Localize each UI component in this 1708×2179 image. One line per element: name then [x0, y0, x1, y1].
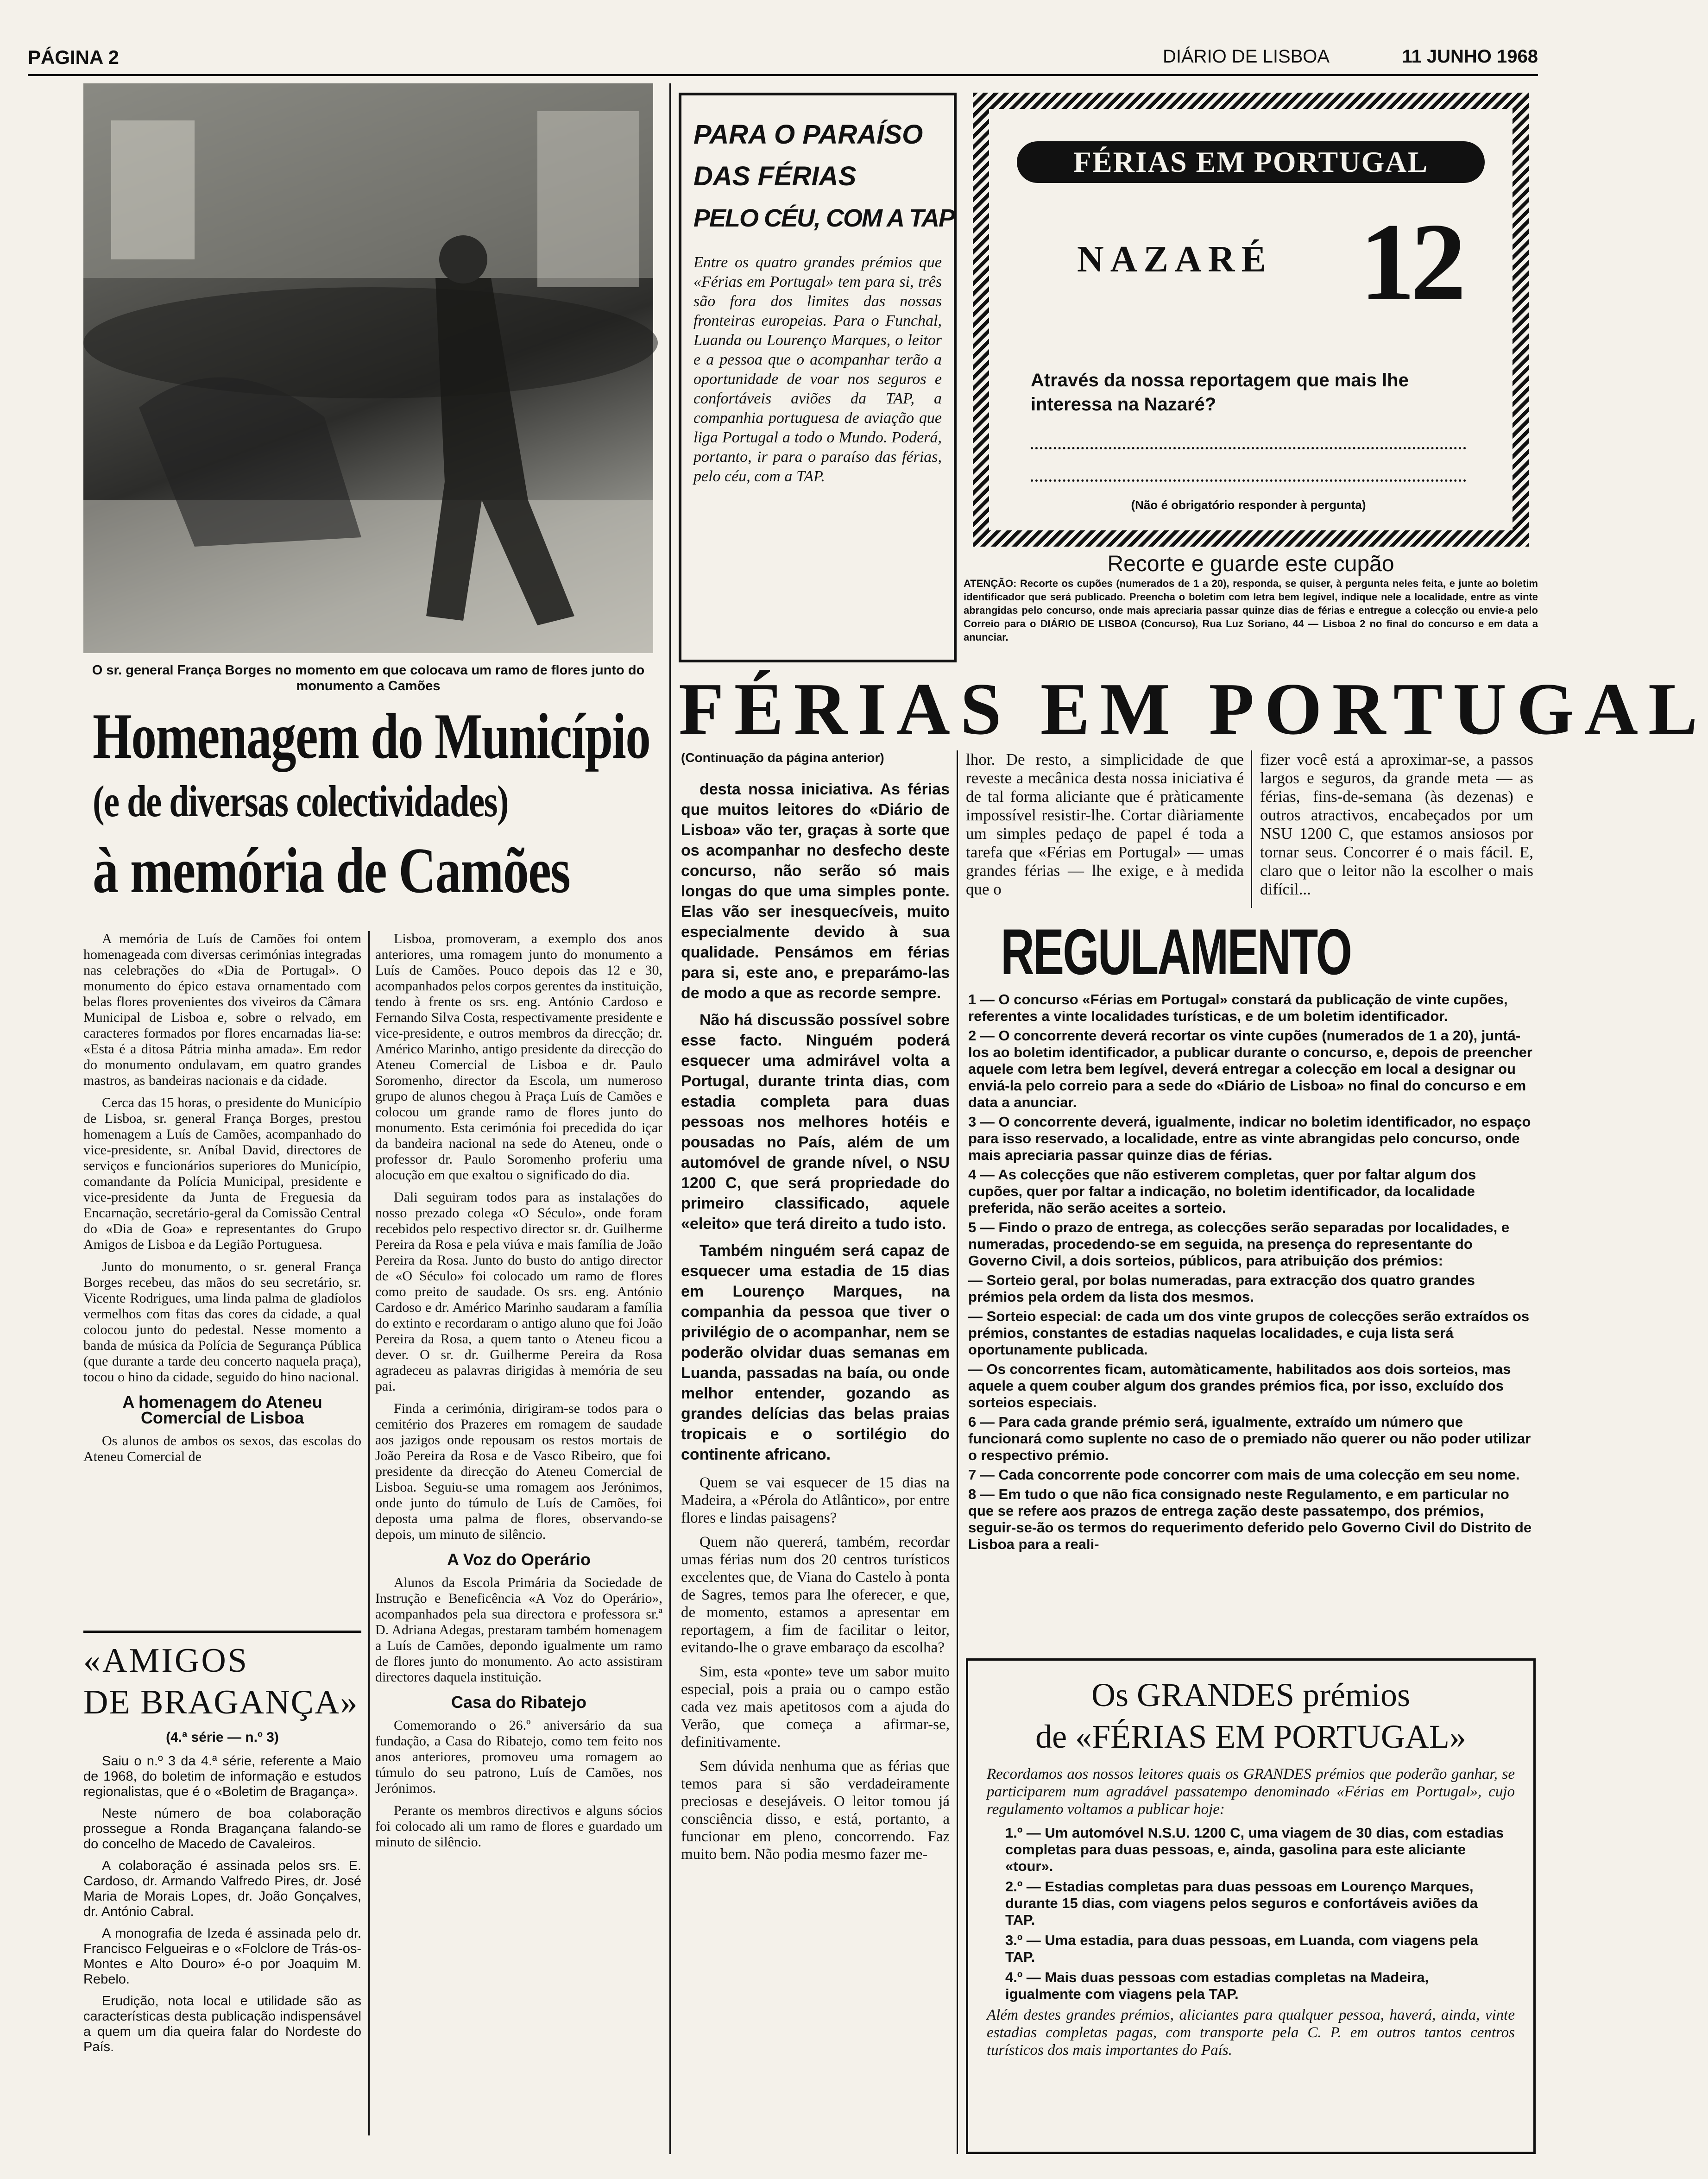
regulamento-list — [968, 991, 1533, 1556]
amigos-series: (4.ª série — n.º 3) — [166, 1730, 279, 1745]
homenagem-paragraph: Finda a cerimónia, dirigiram-se todos para o cemitério dos Prazeres em romagem de saudade aos jazigos onde repousam os restos mortais de João Pereira da Rosa e de Vasco Ribeiro, que foi presidente da direcção do Ateneu Comercial de Lisboa. Seguiu-se uma romagem aos Jerónimos, onde junto do túmulo de Luís de Camões, foi deposta uma palma de flores, observando-se depois, um minuto de silêncio. — [375, 1401, 662, 1542]
regulamento-item: 8 — Em tudo o que não fica consignado neste Regulamento, e em particular no que se refere aos prazos de entrega zação deste passatempo, dos prémios, seguir-se-ão os termos do requerimento deferido pelo Governo Civil do Distrito de Lisboa para a reali- — [968, 1486, 1532, 1552]
tap-text: Entre os quatro grandes prémios que «Férias em Portugal» tem para si, três são fora dos limites das nossas fronteiras europeias. Para o Funchal, Luanda ou Lourenço Marques, o leitor e a pessoa que o acompanhar terão a oportunidade de voar nos seguros e confortáveis aviões da TAP, a companhia portuguesa de aviação que liga Portugal a todo o Mundo. Poderá, portanto, ir para o paraíso das férias, pelo céu, com a TAP. — [693, 254, 942, 485]
ferias-headline: FÉRIAS EM PORTUGAL — [679, 668, 1708, 750]
coupon-keep: Recorte e guarde este cupão — [1107, 552, 1394, 576]
coupon-question: Através da nossa reportagem que mais lhe interessa na Nazaré? — [1031, 370, 1409, 415]
regulamento-item: 4 — As colecções que não estiverem completas, quer por faltar algum dos cupões, quer por faltar a indicação, no boletim identificador, da localidade preferida, não serão aceites a sorteio. — [968, 1166, 1476, 1216]
regulamento-item: 6 — Para cada grande prémio será, igualmente, extraído um número que funcionará como suplente no caso de o premiado não querer ou não poder utilizar o respectivo prémio. — [968, 1414, 1531, 1463]
ferias-col-c: fizer você está a aproximar-se, a passos largos e seguros, da grande meta — as férias, fins-de-semana (às dezenas) e outros atractivos, encabeçados por um NSU 1200 C, que estamos ansiosos por tornar seus. Concorrer é o mais fácil. E, claro que o leitor não la escolher o mais difícil... — [1260, 750, 1533, 898]
ateneu-paragraph: Os alunos de ambos os sexos, das escolas do Ateneu Comercial de — [83, 1433, 361, 1464]
coupon-attention: ATENÇÃO: Recorte os cupões (numerados de 1 a 20), responda, se quiser, à pergunta neles feita, e junte ao boletim identificador que será publicado. Preencha o boletim com letra bem legível, indique nele a localidade, entre as vinte abrangidas pelo concurso, onde mais apreciaria passar quinze dias de férias e entregue a colecção ou envie-a pelo Correio para o DIÁRIO DE LISBOA (Concurso), Rua Luz Soriano, 44 — Lisboa 2 no final do concurso e em data a anunciar. — [964, 578, 1538, 643]
premio-item: 4.º — Mais duas pessoas com estadias completas na Madeira, igualmente com viagens pela TAP. — [1005, 1969, 1429, 2002]
amigos-article — [83, 1640, 361, 2061]
tap-box — [679, 93, 957, 662]
regulamento-item: — Sorteio especial: de cada um dos vinte grupos de colecções serão extraídos os prémios, constantes de estadias naquelas localidades, e cuja lista será oportunamente publicada. — [968, 1308, 1530, 1358]
masthead-rule — [28, 74, 1538, 76]
tap-title-1: PARA O PARAÍSO — [693, 120, 923, 150]
homenagem-col-2 — [375, 931, 662, 1857]
column-rule — [957, 750, 958, 2154]
regulamento-item: 7 — Cada concorrente pode concorrer com mais de uma colecção em seu nome. — [968, 1467, 1520, 1483]
coupon-place: NAZARÉ — [1077, 239, 1273, 280]
regulamento-item: — Os concorrentes ficam, automàticamente, habilitados aos dois sorteios, mas aquele a quem couber algum dos grandes prémios fica, por isso, excluído dos sorteios especiais. — [968, 1361, 1511, 1411]
premios-title-2: de «FÉRIAS EM PORTUGAL» — [1035, 1718, 1466, 1755]
premio-item: 1.º — Um automóvel N.S.U. 1200 C, uma viagem de 30 dias, com estadias completas para duas pessoas, e, ainda, gasolina para este aliciante «tour». — [1005, 1825, 1504, 1874]
homenagem-paragraph: Junto do monumento, o sr. general França Borges recebeu, das mãos do seu secretário, sr. Vicente Rodrigues, uma linda palma de gladíolos vermelhos com fitas das cores da cidade, a qual colocou junto do pedestal. Nesse momento a banda de música da Polícia de Segurança Pública (que durante a tarde deu concerto naquela praça), tocou o hino da cidade, seguido do hino nacional. — [83, 1259, 361, 1385]
voz-paragraph: Alunos da Escola Primária da Sociedade de Instrução e Beneficência «A Voz do Operário», acompanhados pela sua directora e professora sr.ª D. Adriana Adegas, prestaram também homenagem a Luís de Camões, depondo igualmente um ramo de flores junto do monumento. Ao acto assistiram directores daquela instituição. — [375, 1575, 662, 1685]
coupon-answer-line-1[interactable] — [1031, 447, 1466, 449]
ateneu-subhead: A homenagem do Ateneu Comercial de Lisboa — [122, 1392, 322, 1427]
premios-title-1: Os GRANDES prémios — [1091, 1676, 1410, 1713]
coupon-answer-line-2[interactable] — [1031, 479, 1466, 482]
ferias-paragraph: Quem não quererá, também, recordar umas férias num dos 20 centros turísticos excelentes que, de Viana do Castelo à ponta de Sagres, temos para lhe oferecer, e que, de momento, estamos a apresentar em reportagem, a fim de facilitar o leitor, evitando-lhe o grave embaraço da escolha? — [681, 1534, 950, 1656]
ribatejo-subhead: Casa do Ribatejo — [451, 1693, 587, 1712]
coupon — [989, 109, 1513, 530]
premio-item: 2.º — Estadias completas para duas pessoas em Lourenço Marques, durante 15 dias, com viagens pelos seguros e confortáveis aviões da TAP. — [1005, 1878, 1478, 1928]
ferias-col-b: lhor. De resto, a simplicidade de que reveste a mecânica desta nossa iniciativa é de tal forma aliciante que é pràticamente impossível resistir-lhe. Cortar diàriamente um simples pedaço de papel é toda a tarefa que «Férias em Portugal» — umas grandes férias — lhe exige, e à medida que o — [966, 750, 1244, 898]
homenagem-paragraph: A memória de Luís de Camões foi ontem homenageada com diversas cerimónias integradas nas celebrações do «Dia de Portugal». O monumento do épico estava ornamentado com belas flores provenientes dos viveiros da Câmara Municipal de Lisboa e, sobre o relvado, em caracteres formados por flores encarnadas lia-se: «Esta é a ditosa Pátria minha amada». Em redor do monumento ondulavam, em quatro grandes mastros, as bandeiras nacionais e da cidade. — [83, 931, 361, 1088]
regulamento-title: REGULAMENTO — [1001, 915, 1351, 988]
amigos-paragraph: Neste número de boa colaboração prossegue a Ronda Bragançana falando-se do concelho de Macedo de Cavaleiros. — [83, 1806, 361, 1852]
amigos-top-rule — [83, 1631, 361, 1633]
homenagem-title-2: (e de diversas colectividades) — [93, 776, 508, 826]
section-rule — [669, 83, 671, 2154]
tap-title-2: DAS FÉRIAS — [693, 161, 857, 191]
regulamento-item: 1 — O concurso «Férias em Portugal» constará da publicação de vinte cupões, referentes a vinte localidades turísticas, e de um boletim identificador. — [968, 991, 1508, 1024]
regulamento-item: 2 — O concorrente deverá recortar os vinte cupões (numerados de 1 a 20), juntá-los ao boletim identificador, a publicar durante o concurso, e, depois de preencher aquele com letra bem legível, deverá entregar a colecção em local a designar ou enviá-la pelo correio para a sede do «Diário de Lisboa» no final do concurso e em data a anunciar. — [968, 1027, 1532, 1110]
amigos-paragraph: A monografia de Izeda é assinada pelo dr. Francisco Felgueiras e o «Folclore de Trás-os-Montes e Alto Douro» é-o por Joaquim M. Rebelo. — [83, 1926, 361, 1987]
column-rule — [1251, 750, 1252, 908]
ribatejo-paragraph: Comemorando o 26.º aniversário da sua fundação, a Casa do Ribatejo, como tem feito nos anos anteriores, promoveu uma romagem ao túmulo do seu patrono, Luís de Camões, nos Jerónimos. — [375, 1718, 662, 1796]
masthead — [28, 46, 1538, 74]
ferias-paragraph: Sem dúvida nenhuma que as férias que temos para si são verdadeiramente preciosas e desejáveis. O leitor tomou já consciência disso, e está, portanto, a funcionar em pleno, concorrendo. Faz muito bem. Não podia mesmo fazer me- — [681, 1758, 950, 1863]
coupon-banner-text: FÉRIAS EM PORTUGAL — [1073, 145, 1429, 178]
ferias-paragraph: Também ninguém será capaz de esquecer uma estadia de 15 dias em Lourenço Marques, na companhia da pessoa que tiver o privilégio de o acompanhar, nem se poderão olvidar duas semanas em Luanda, passadas na baía, ou onde melhor entender, gozando as grandes delícias das belas praias tropicais e o sortilégio do continente africano. — [681, 1242, 950, 1463]
ferias-continuation: (Continuação da página anterior) — [681, 750, 884, 765]
premios-outro: Além destes grandes prémios, aliciantes para qualquer pessoa, haverá, ainda, vinte estadias completas pagas, com transporte pela C. P. em outros tantos centros turísticos dos mais importantes do País. — [987, 2007, 1515, 2059]
voz-subhead: A Voz do Operário — [447, 1550, 591, 1569]
amigos-paragraph: A colaboração é assinada pelos srs. E. Cardoso, dr. Armando Valfredo Pires, dr. José Maria de Morais Lopes, dr. João Gonçalves, dr. António Cabral. — [83, 1858, 361, 1919]
homenagem-col-1 — [83, 931, 361, 1471]
homenagem-paragraph: Dali seguiram todos para as instalações do nosso prezado colega «O Século», onde foram recebidos pelo respectivo director sr. dr. Guilherme Pereira da Rosa e pela viúva e mais família de João Pereira da Rosa. Junto do busto do antigo director de «O Século» foi colocado um ramo de flores como preito de saudade. Os srs. eng. António Cardoso e dr. Américo Marinho saudaram a família do extinto e recordaram o antigo aluno que foi João Pereira da Rosa, a quem tanto o Ateneu ficou a dever. O sr. dr. Guilherme Pereira da Rosa agradeceu as palavras dirigidas à memória de seu pai. — [375, 1190, 662, 1394]
ceremony-photo — [83, 83, 653, 653]
coupon-note: (Não é obrigatório responder à pergunta) — [1131, 498, 1366, 512]
premio-item: 3.º — Uma estadia, para duas pessoas, em Luanda, com viagens pela TAP. — [1005, 1932, 1478, 1965]
paper-name: DIÁRIO DE LISBOA — [1163, 46, 1330, 67]
homenagem-title-3: à memória de Camões — [93, 835, 570, 907]
regulamento-item: — Sorteio geral, por bolas numeradas, para extracção dos quatro grandes prémios pela ordem da lista dos mesmos. — [968, 1272, 1475, 1305]
homenagem-headline — [93, 699, 662, 913]
amigos-paragraph: Erudição, nota local e utilidade são as características desta publicação indispensável a quem um dia queira falar do Nordeste do País. — [83, 1994, 361, 2054]
premios-intro: Recordamos aos nossos leitores quais os GRANDES prémios que poderão ganhar, se participarem num agradável passatempo denominado «Férias em Portugal», cujo regulamento voltamos a publicar hoje: — [987, 1766, 1515, 1818]
amigos-title-2: DE BRAGANÇA» — [83, 1683, 359, 1721]
ferias-paragraph: desta nossa iniciativa. As férias que muitos leitores do «Diário de Lisboa» vão ter, graças à sorte que os acompanhar no desfecho deste concurso, não serão só mais longas do que uma simples ponte. Elas vão ser inesquecíveis, muito especialmente devido à sua qualidade. Pensámos em férias para si, este ano, e preparámo-las de modo a que as recorde sempre. — [681, 781, 950, 1002]
homenagem-paragraph: Lisboa, promoveram, a exemplo dos anos anteriores, uma romagem junto do monumento a Luís de Camões. Pouco depois das 12 e 30, acompanhados pelos corpos gerentes da instituição, tendo à frente os srs. eng. António Cardoso e Fernando Silva Costa, respectivamente presidente e vice-presidente, e outros membros da direcção; dr. Américo Marinho, antigo presidente da direcção do Ateneu Comercial de Lisboa e dr. Paulo Soromenho, director da Escola, um numeroso grupo de alunos chegou à Praça Luís de Camões e colocou um grande ramo de flores junto do monumento. Esta cerimónia foi precedida do içar da bandeira nacional na sede do Ateneu, onde o professor dr. Paulo Soromenho proferiu uma alocução em que exaltou o significado do dia. — [375, 931, 662, 1183]
homenagem-title-1: Homenagem do Município — [93, 700, 650, 772]
ferias-paragraph: Não há discussão possível sobre esse facto. Ninguém poderá esquecer uma admirável volta a Portugal, durante trinta dias, com estadia completa para duas pessoas nos melhores hotéis e pousadas no País, além de um automóvel de grande nível, o NSU 1200 C, que será propriedade do primeiro classificado, aquele «eleito» que terá direito a tudo isto. — [681, 1011, 950, 1233]
amigos-paragraph: Saiu o n.º 3 da 4.ª série, referente a Maio de 1968, do boletim de informação e estudos regionalistas, que é o «Boletim de Bragança». — [83, 1754, 361, 1799]
coupon-number: 12 — [1360, 200, 1462, 323]
photo-caption: O sr. general França Borges no momento em que colocava um ramo de flores junto do monumento a Camões — [92, 663, 645, 693]
ferias-paragraph: Sim, esta «ponte» teve um sabor muito especial, pois a praia ou o campo estão cada vez mais apetitosos com a ajuda do Verão, que começa a afirmar-se, definitivamente. — [681, 1663, 950, 1751]
photo-figures — [83, 83, 653, 653]
premios-box — [966, 1658, 1536, 2154]
regulamento-item: 3 — O concorrente deverá, igualmente, indicar no boletim identificador, no espaço para isso reservado, a localidade, entre as vinte abrangidas pelo concurso, onde mais apreciaria passar quinze dias de férias. — [968, 1114, 1531, 1163]
ferias-paragraph: Quem se vai esquecer de 15 dias na Madeira, a «Pérola do Atlântico», por entre flores e lindas paisagens? — [681, 1474, 950, 1526]
column-rule — [368, 931, 370, 2135]
coupon-banner — [1017, 141, 1485, 183]
tap-title-3: PELO CÉU, COM A TAP — [693, 204, 955, 232]
issue-date: 11 JUNHO 1968 — [1402, 46, 1538, 67]
ferias-col-a — [681, 750, 950, 1870]
amigos-title-1: «AMIGOS — [83, 1642, 249, 1680]
ribatejo-paragraph: Perante os membros directivos e alguns sócios foi colocado ali um ramo de flores e guardado um minuto de silêncio. — [375, 1803, 662, 1850]
page-number: PÁGINA 2 — [28, 46, 119, 68]
homenagem-paragraph: Cerca das 15 horas, o presidente do Município de Lisboa, sr. general França Borges, prestou homenagem a Luís de Camões, acompanhado do vice-presidente, sr. Aníbal David, directores de serviços e funcionários superiores do Município, comandante da Polícia Municipal, presidente e vice-presidente da Junta de Freguesia da Encarnação, secretário-geral da Comissão Central do «Dia de Goa» e representantes do Grupo Amigos de Lisboa e da Legião Portuguesa. — [83, 1095, 361, 1252]
regulamento-item: 5 — Findo o prazo de entrega, as colecções serão separadas por localidades, e numeradas, procedendo-se em seguida, na presença do representante do Governo Civil, a dois sorteios, públicos, para atribuição dos prémios: — [968, 1219, 1510, 1269]
